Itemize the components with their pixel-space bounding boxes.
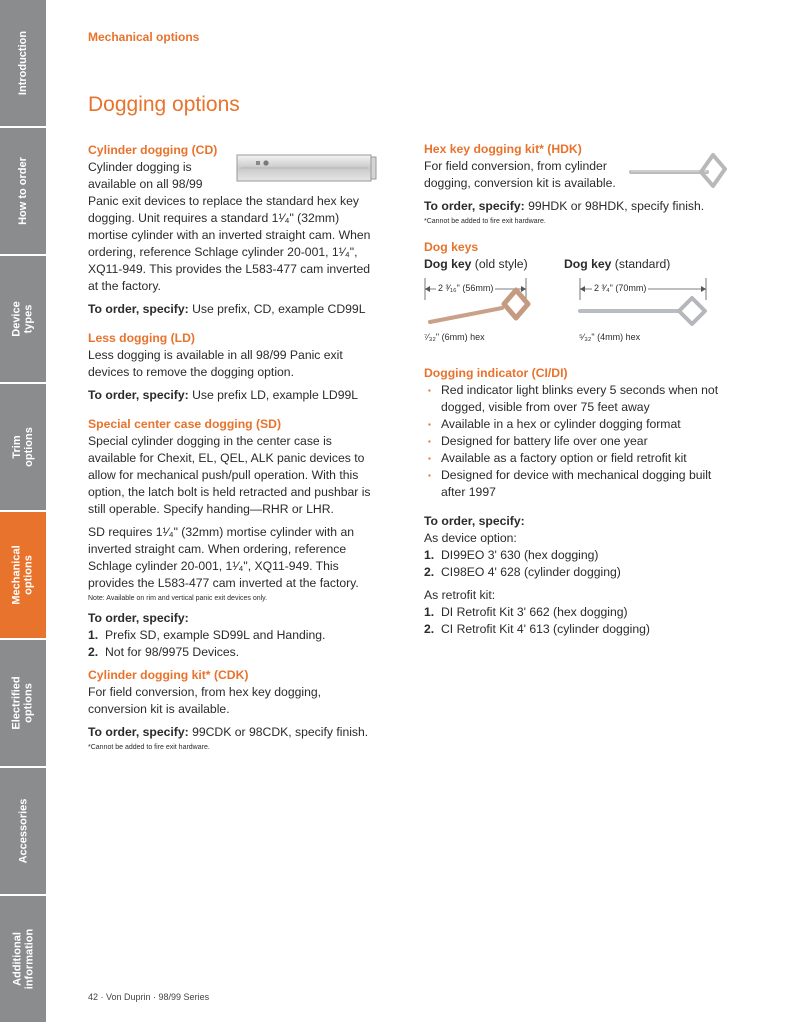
tab-label: Device types (10, 301, 35, 337)
hdk-text-line: For field conversion, from cylinder (424, 159, 607, 173)
hdk-note: *Cannot be added to fire exit hardware. (424, 218, 546, 225)
cdk-heading: Cylinder dogging kit* (CDK) (88, 668, 249, 682)
ld-heading: Less dogging (LD) (88, 331, 195, 345)
dog-key-old-hex: ⁷⁄₃₂" (6mm) hex (424, 332, 485, 342)
list-item: ▪ Designed for device with mechanical dogging built after 1997 (424, 467, 724, 501)
tab-label: Accessories (17, 798, 30, 864)
sd-note: Note: Available on rim and vertical panic exit devices only. (88, 595, 268, 602)
tab-label: Introduction (17, 30, 29, 96)
list-item: ▪ Available as a factory option or field retrofit kit (424, 450, 724, 467)
list-item: 1. DI Retrofit Kit 3' 662 (hex dogging) (424, 605, 628, 619)
section-breadcrumb: Mechanical options (88, 30, 200, 44)
dog-key-old-dimension: 2 ³⁄₁₆" (56mm) (438, 283, 494, 293)
order-text: Use prefix LD, example LD99L (188, 388, 359, 402)
di-retrofit-list (424, 604, 724, 638)
order-label: To order, specify: (424, 514, 525, 528)
dog-key-old-label: Dog key (424, 257, 472, 271)
order-label: To order, specify: (88, 725, 189, 739)
sd-body: Special cylinder dogging in the center case is available for Chexit, EL, QEL, ALK panic devices to allow for mechanical push/pull operation. With this option, the latch bolt is held retracted and pushbar is still operable. Specify handing—RHR or LHR. (88, 434, 371, 516)
dog-key-std-style: (standard) (611, 257, 671, 271)
cd-text-line: available on all 98/99 (88, 177, 203, 191)
cdk-order (88, 724, 378, 741)
section-sidebar (0, 0, 46, 1024)
list-item: ▪ Designed for battery life over one year (424, 433, 724, 450)
order-text: 99HDK or 98HDK, specify finish. (524, 199, 705, 213)
tab-how-to-order[interactable] (0, 128, 46, 256)
dog-key-old-style: (old style) (471, 257, 528, 271)
cdk-body: For field conversion, from hex key dogging, conversion kit is available. (88, 685, 322, 716)
dog-key-std-hex: ⁵⁄₃₂" (4mm) hex (579, 332, 641, 342)
order-label: To order, specify: (88, 611, 189, 625)
ld-body: Less dogging is available in all 98/99 Panic exit devices to remove the dogging option. (88, 348, 343, 379)
tab-accessories[interactable] (0, 768, 46, 896)
tab-trim-options[interactable] (0, 384, 46, 512)
order-label: To order, specify: (88, 302, 189, 316)
dogkeys-heading: Dog keys (424, 240, 479, 254)
cd-body: Panic exit devices to replace the standard hex key dogging. Unit requires a standard 1¹⁄₄" (32mm) mortise cylinder with an inverted straight cam. When ordering, reference Schlage cylinder 20-001, 1¹⁄₄", XQ11-949. This provides the L583-477 cam inverted at the factory. (88, 194, 371, 293)
tab-label: Additional information (11, 928, 35, 990)
tab-introduction[interactable] (0, 0, 46, 128)
list-item: 1. DI99EO 3' 630 (hex dogging) (424, 548, 599, 562)
sd-body: SD requires 1¹⁄₄" (32mm) mortise cylinder with an inverted straight cam. When ordering, reference Schlage cylinder 20-001, 1¹⁄₄", XQ11-949. This provides the L583-477 cam inverted at the factory. (88, 525, 359, 590)
page-title: Dogging options (88, 93, 240, 116)
cylinder-dogging-image (236, 154, 377, 182)
tab-mechanical-options[interactable] (0, 512, 46, 640)
di-device-label: As device option: (424, 531, 517, 545)
cd-heading: Cylinder dogging (CD) (88, 143, 218, 157)
order-label: To order, specify: (88, 388, 189, 402)
hex-key-kit-image (629, 152, 727, 192)
di-retrofit-label: As retrofit kit: (424, 588, 496, 602)
ld-order (88, 387, 378, 404)
hdk-heading: Hex key dogging kit* (HDK) (424, 142, 582, 156)
hdk-order (424, 198, 724, 215)
tab-label: Electrified options (11, 676, 35, 730)
tab-label: Mechanical options (11, 545, 35, 605)
list-item: 1. Prefix SD, example SD99L and Handing. (88, 628, 326, 642)
order-label: To order, specify: (424, 199, 525, 213)
di-device-list (424, 547, 724, 581)
list-item: ▪ Available in a hex or cylinder dogging format (424, 416, 724, 433)
tab-device-types[interactable] (0, 256, 46, 384)
dog-key-std-label: Dog key (564, 257, 612, 271)
tab-label: Trim options (11, 427, 35, 467)
list-item: 2. Not for 98/9975 Devices. (88, 645, 240, 659)
dogkeys-labels (424, 256, 724, 273)
dog-key-std-dimension: 2 ³⁄₄" (70mm) (594, 283, 647, 293)
page-footer: 42 · Von Duprin · 98/99 Series (88, 992, 210, 1002)
cd-order (88, 301, 378, 318)
order-text: Use prefix, CD, example CD99L (188, 302, 366, 316)
cd-text-line: Cylinder dogging is (88, 160, 192, 174)
sd-heading: Special center case dogging (SD) (88, 417, 282, 431)
list-item: 2. CI98EO 4' 628 (cylinder dogging) (424, 565, 621, 579)
dogging-indicator-section (424, 365, 724, 638)
tab-label: How to order (17, 157, 29, 225)
di-bullets (424, 382, 724, 501)
tab-additional-information[interactable] (0, 896, 46, 1024)
order-text: 99CDK or 98CDK, specify finish. (188, 725, 369, 739)
cdk-note: *Cannot be added to fire exit hardware. (88, 744, 210, 751)
left-column (88, 142, 378, 753)
list-item: ▪ Red indicator light blinks every 5 seconds when not dogged, visible from over 75 feet away (424, 382, 724, 416)
sd-order-list (88, 627, 378, 661)
tab-electrified-options[interactable] (0, 640, 46, 768)
di-heading: Dogging indicator (CI/DI) (424, 366, 568, 380)
list-item: 2. CI Retrofit Kit 4' 613 (cylinder dogging) (424, 622, 650, 636)
hdk-text-line: dogging, conversion kit is available. (424, 176, 616, 190)
